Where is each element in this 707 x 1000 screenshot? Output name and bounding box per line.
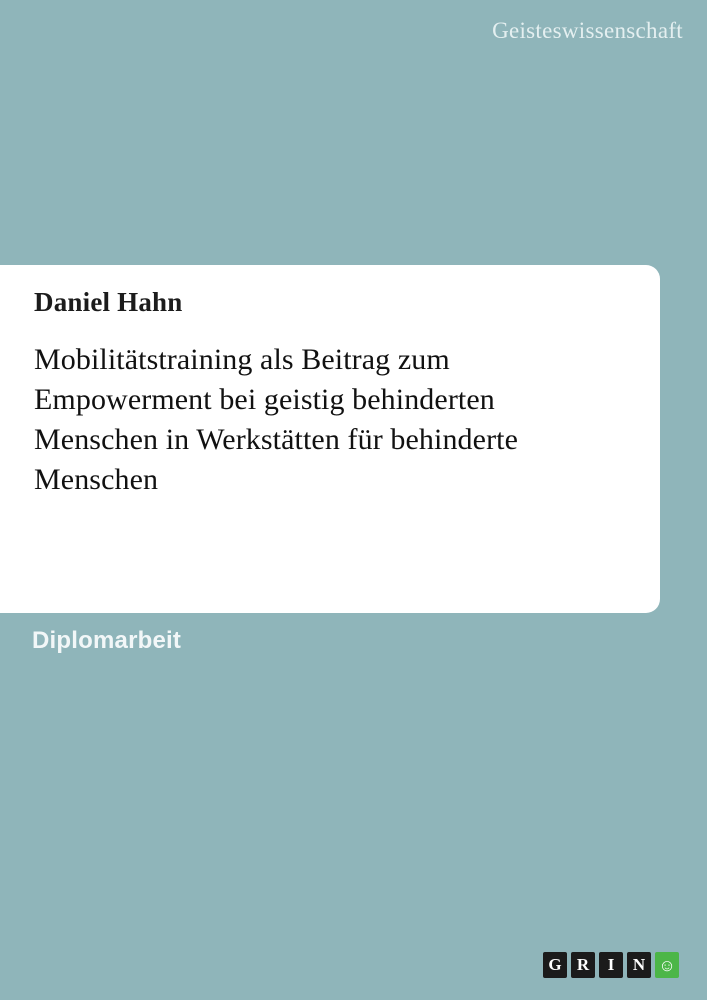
document-type-label: Diplomarbeit: [32, 627, 182, 654]
logo-letter-r: R: [571, 952, 595, 978]
author-name: Daniel Hahn: [34, 287, 183, 317]
page-title: Mobilitätstraining als Beitrag zum Empowerment bei geistig behinderten Menschen in Werkstätten für behinderte Menschen: [34, 343, 519, 496]
title-card: [0, 265, 660, 613]
smiley-icon: ☺: [655, 952, 679, 978]
logo-letter-i: I: [599, 952, 623, 978]
category-label: Geisteswissenschaft: [492, 18, 683, 43]
grin-logo: [543, 952, 679, 978]
logo-letter-n: N: [627, 952, 651, 978]
logo-letter-g: G: [543, 952, 567, 978]
